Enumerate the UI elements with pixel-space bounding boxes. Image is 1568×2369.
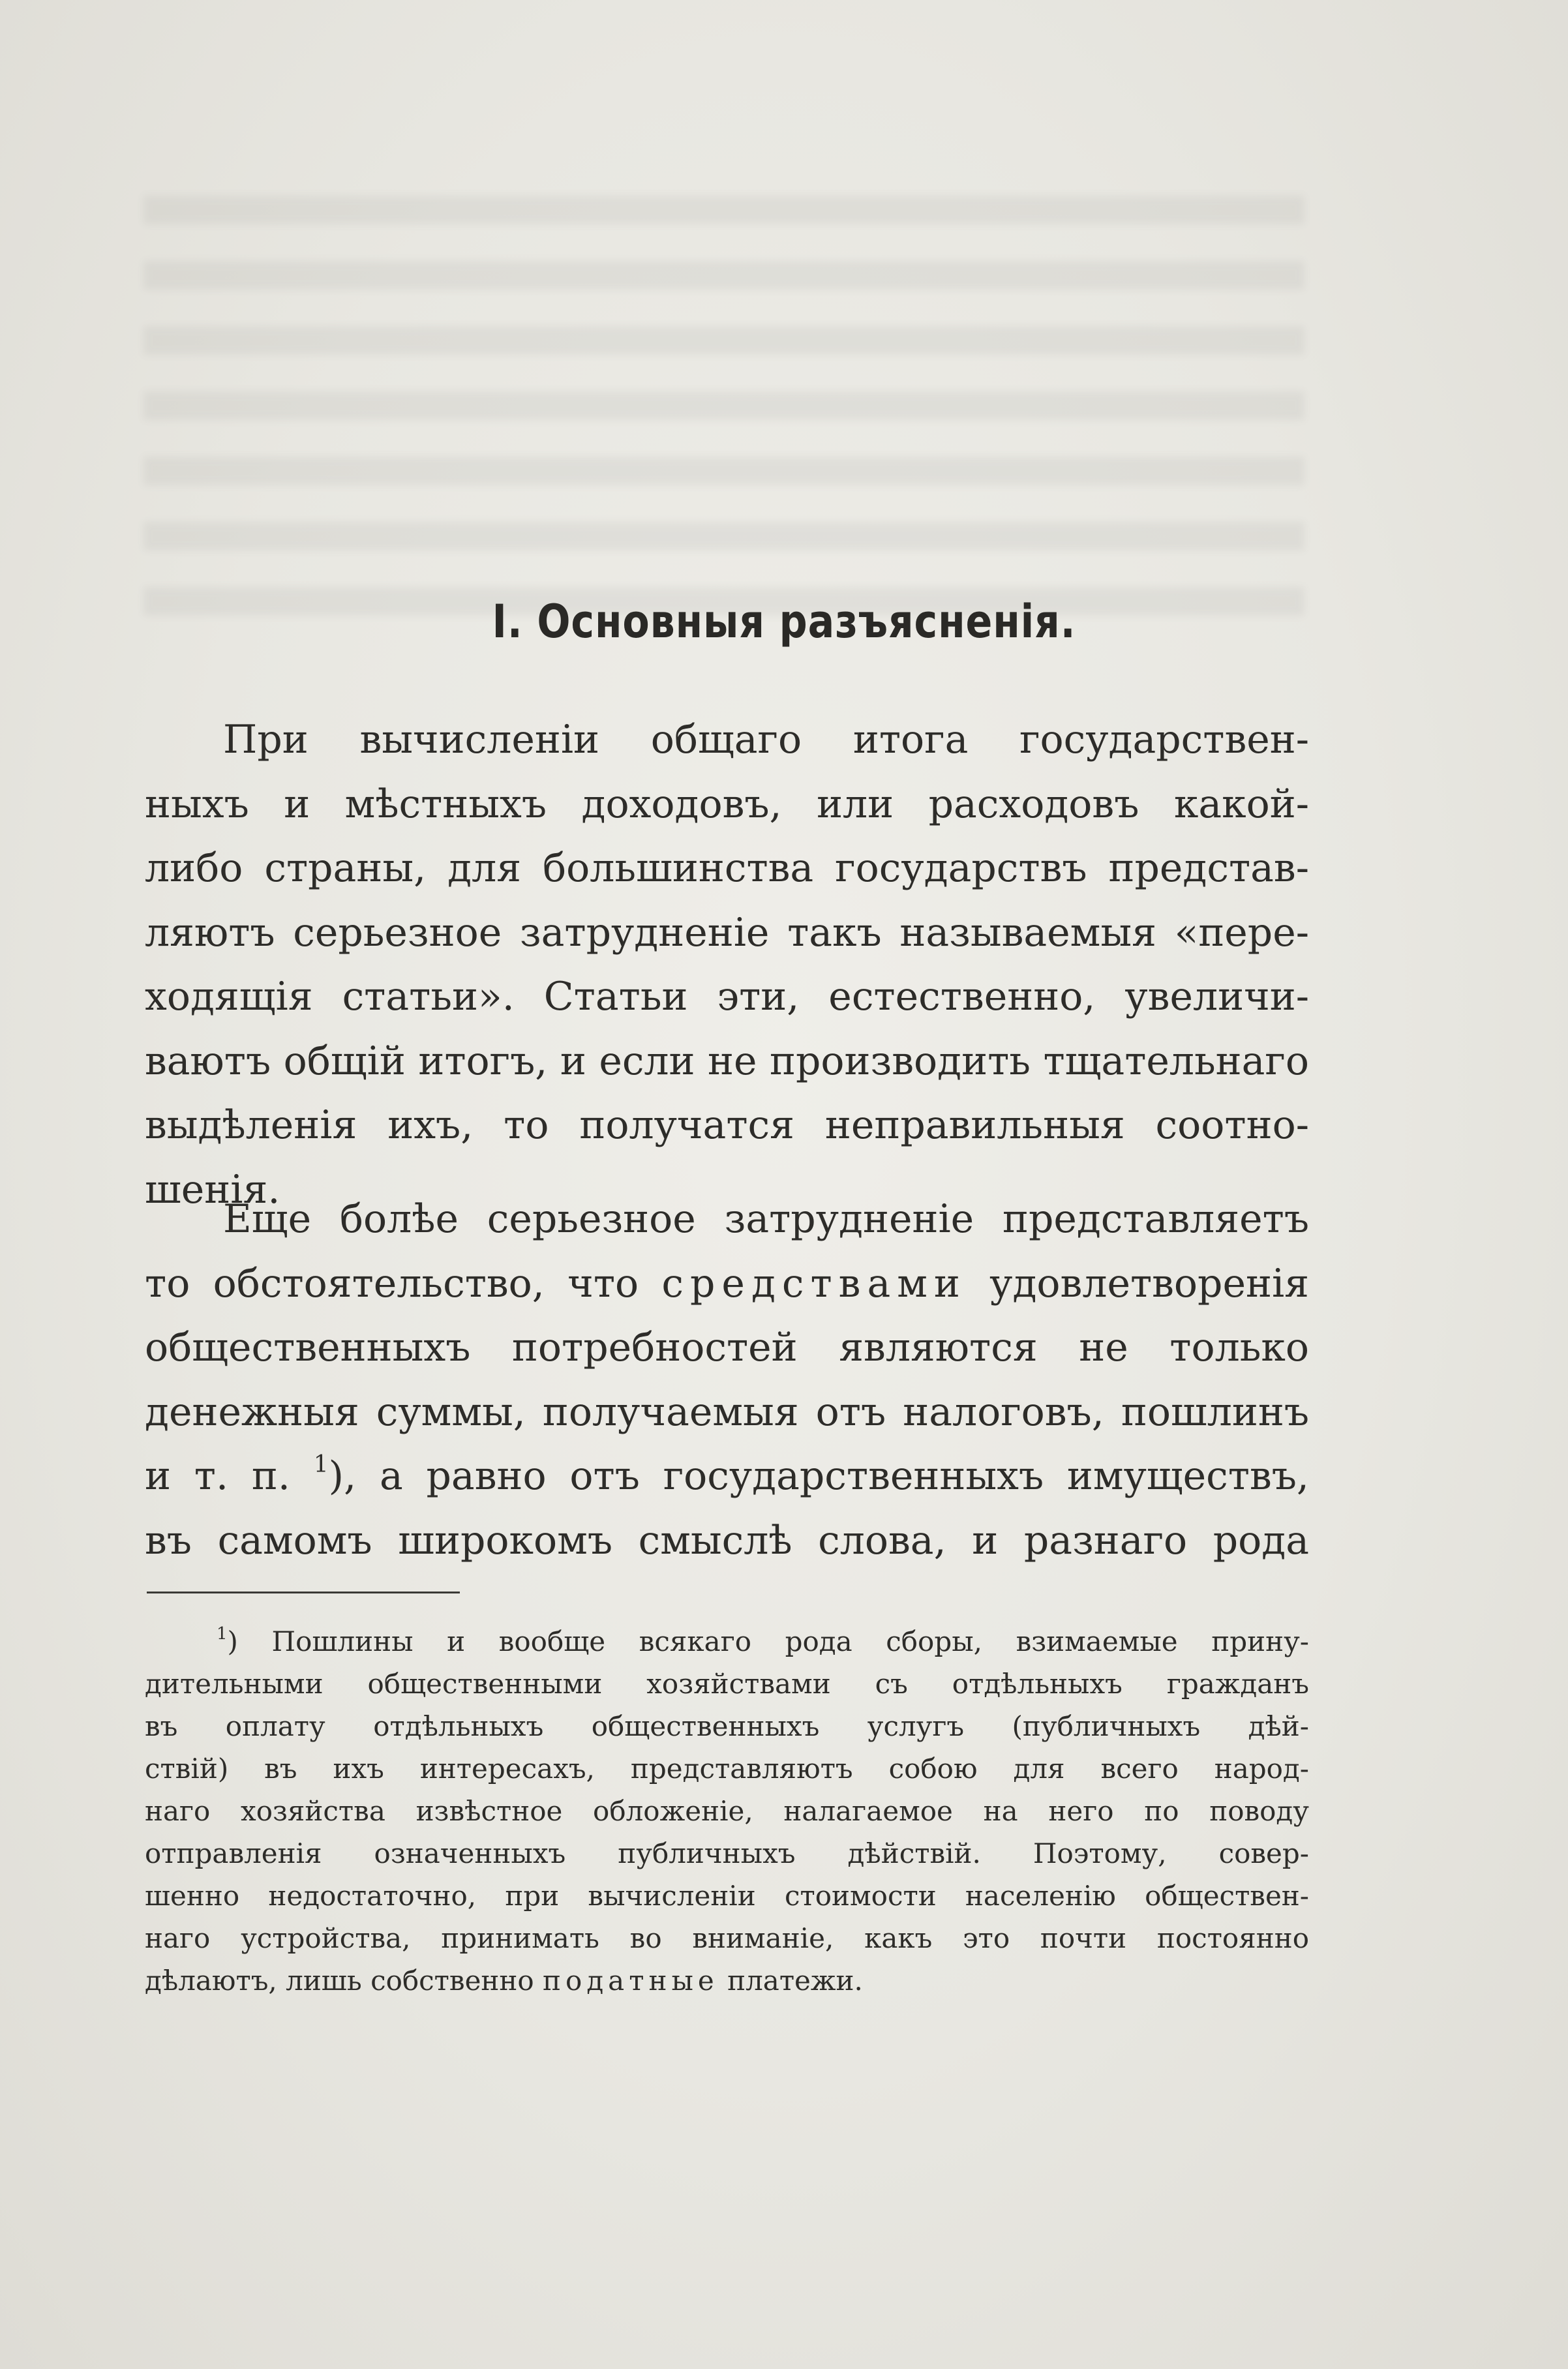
text-fragment: ) Пошлины и вообще всякаго рода сборы, взимаемые прину- <box>227 1625 1309 1657</box>
text-fragment: и т. п. <box>145 1453 314 1499</box>
text-fragment: платежи. <box>718 1965 863 1997</box>
spaced-emphasis: податные <box>543 1965 719 1997</box>
text-line: наго хозяйства извѣстное обложеніе, налагаемое на него по поводу <box>145 1795 1309 1827</box>
bleed-through-shadow <box>143 196 1304 652</box>
text-line: шенія. <box>145 1166 280 1213</box>
text-line: либо страны, для большинства государствъ представ- <box>145 845 1309 891</box>
text-line: отправленія означенныхъ публичныхъ дѣйствій. Поэтому, совер- <box>145 1837 1309 1869</box>
text-line: ныхъ и мѣстныхъ доходовъ, или расходовъ какой- <box>145 781 1309 827</box>
spaced-emphasis: средствами <box>661 1260 967 1306</box>
text-line: въ самомъ широкомъ смыслѣ слова, и разнаго рода <box>145 1517 1309 1563</box>
footnote-marker: 1 <box>217 1624 228 1644</box>
text-line <box>145 1252 1309 1316</box>
text-fragment: дѣлаютъ, лишь собственно <box>145 1965 543 1997</box>
text-line: шенно недостаточно, при вычисленіи стоимости населенію обществен- <box>145 1880 1309 1912</box>
text-fragment: то обстоятельство, что <box>145 1260 662 1306</box>
text-line: дительными общественными хозяйствами съ отдѣльныхъ гражданъ <box>145 1668 1309 1700</box>
text-line <box>145 1620 1309 1663</box>
text-line: Еще болѣе серьезное затрудненіе представляетъ <box>223 1196 1309 1242</box>
section-heading: I. Основныя разъясненія. <box>492 595 1076 648</box>
paragraph-1 <box>145 708 1309 1222</box>
footnote <box>145 1620 1309 2002</box>
text-line: При вычисленіи общаго итога государствен- <box>223 717 1309 762</box>
text-line <box>145 1444 1309 1509</box>
text-line: ваютъ общій итогъ, и если не производить тщательнаго <box>145 1038 1309 1084</box>
paragraph-2 <box>145 1187 1309 1573</box>
text-fragment: ), а равно отъ государственныхъ имуществъ, <box>328 1453 1309 1499</box>
text-line: въ оплату отдѣльныхъ общественныхъ услугъ (публичныхъ дѣй- <box>145 1710 1309 1742</box>
text-line: ходящія статьи». Статьи эти, естественно, увеличи- <box>145 974 1309 1019</box>
text-line: денежныя суммы, получаемыя отъ налоговъ, пошлинъ <box>145 1389 1309 1435</box>
text-line: ляютъ серьезное затрудненіе такъ называемыя «пере- <box>145 909 1309 956</box>
text-line: ствій) въ ихъ интересахъ, представляютъ собою для всего народ- <box>145 1753 1309 1785</box>
footnote-reference[interactable]: 1 <box>313 1451 329 1478</box>
text-line: наго устройства, принимать во вниманіе, какъ это почти постоянно <box>145 1922 1309 1954</box>
text-line <box>145 1959 1309 2002</box>
text-line: общественныхъ потребностей являются не только <box>145 1325 1309 1370</box>
text-line: выдѣленія ихъ, то получатся неправильныя соотно- <box>145 1102 1309 1148</box>
text-fragment: удовлетворенія <box>966 1260 1309 1306</box>
footnote-divider <box>147 1592 460 1593</box>
